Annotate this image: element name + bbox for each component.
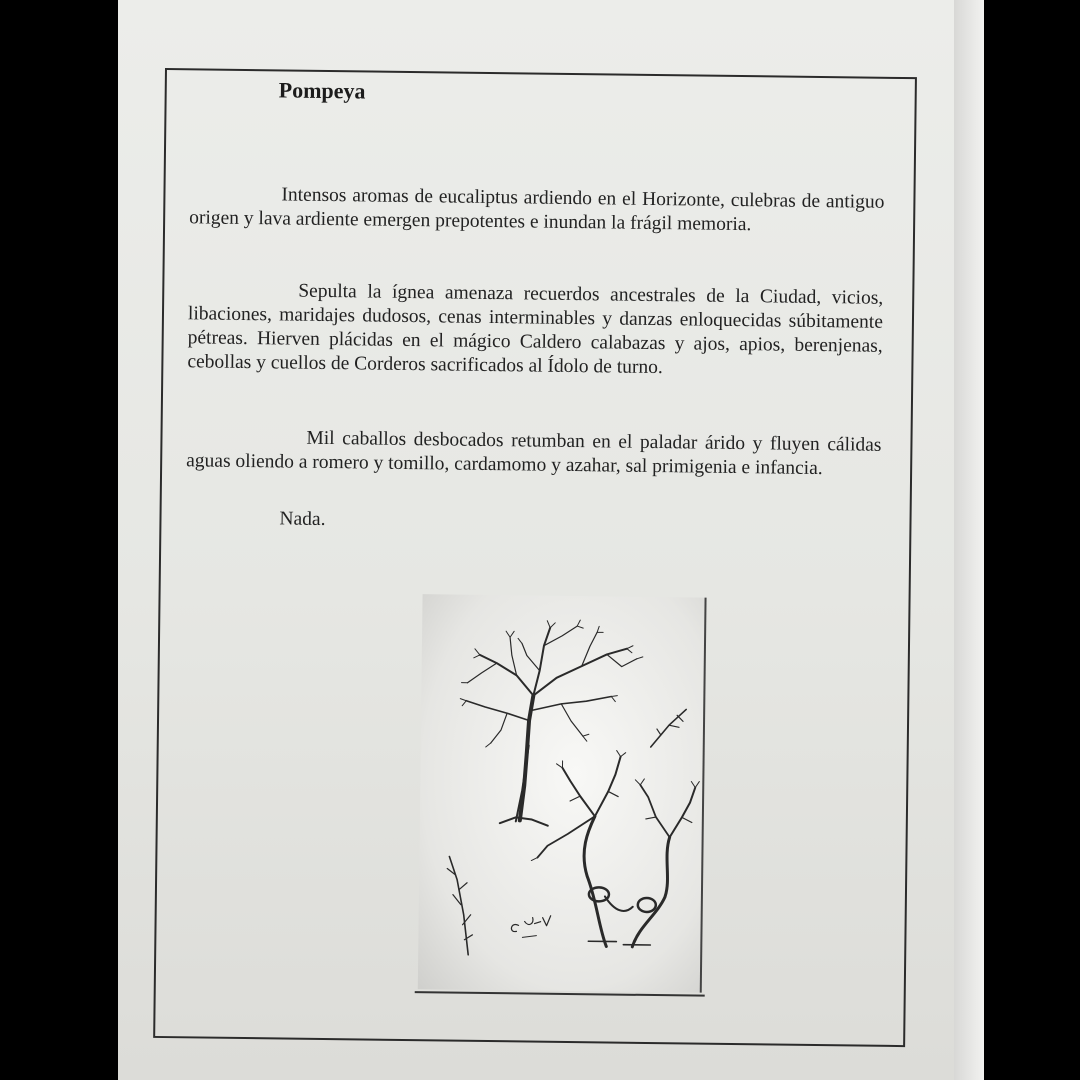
paragraph-3: Mil caballos desbocados retumban en el paladar árido y fluyen cálidas aguas oliendo a romero y tomillo, cardamomo y azahar, sal primigenia e infancia.: [186, 427, 882, 479]
paragraph-1: Intensos aromas de eucaliptus ardiendo en el Horizonte, culebras de antiguo origen y lava ardiente emergen prepotentes e inundan la frágil memoria.: [189, 183, 885, 235]
closing-line: Nada.: [279, 508, 326, 530]
tree-illustration: [418, 594, 707, 992]
page-frame: [153, 68, 917, 1047]
poem-title: Pompeya: [278, 77, 366, 104]
tree-sketch-icon: [418, 594, 705, 992]
paragraph-2: Sepulta la ígnea amenaza recuerdos ancestrales de la Ciudad, vicios, libaciones, maridajes dudosos, cenas interminables y danzas enloquecidas súbitamente pétreas. Hierven plácidas en el mágico Caldero calabazas y ajos, apios, berenjenas, cebollas y cuellos de Corderos sacrificados al Ídolo de turno.: [187, 280, 884, 378]
